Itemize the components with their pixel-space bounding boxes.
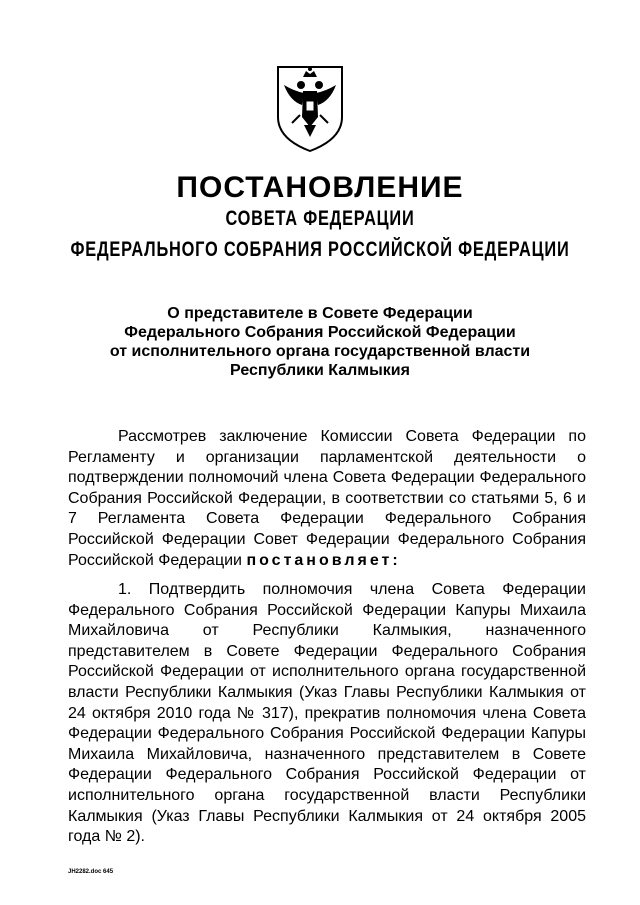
- item-1-paragraph: 1. Подтвердить полномочия члена Совета Федерации Федерального Собрания Российской Федерации Капуры Михаила Михайловича от Республики Калмыкия, назначенного представителем в Совете Федерации Федерального Собрания Российской Федерации от исполнительного органа государственной власти Республики Калмыкия (Указ Главы Республики Калмыкия от 24 октября 2010 года № 317), прекратив полномочия члена Совета Федерации Федерального Собрания Российской Федерации Капуры Михаила Михайловича, назначенного представителем в Совете Федерации Федерального Собрания Российской Федерации от исполнительного органа государственной власти Республики Калмыкия (Указ Главы Республики Калмыкия от 24 октября 2005 года № 2).: [68, 581, 586, 846]
- document-subject: [0, 304, 640, 380]
- subject-line: Республики Калмыкия: [230, 362, 410, 379]
- subject-line: от исполнительного органа государственной власти: [109, 343, 531, 360]
- footer-code: JH2282.doc 645: [68, 869, 114, 875]
- russian-coat-of-arms-icon: [270, 55, 350, 155]
- preamble-text: Рассмотрев заключение Комиссии Совета Федерации по Регламенту и организации парламентской деятельности о подтверждении полномочий члена Совета Федерации Федерального Собрания Российской Федерации, в соответствии со статьями 5, 6 и 7 Регламента Совета Федерации Федерального Собрания Российской Федерации Совет Федерации Федерального Собрания Российской Федерации: [68, 428, 586, 569]
- subject-line: О представителе в Совете Федерации: [167, 305, 473, 322]
- subject-line: Федерального Собрания Российской Федерации: [124, 324, 516, 341]
- document-title: ПОСТАНОВЛЕНИЕ: [176, 171, 464, 204]
- decree-word: постановляет:: [246, 551, 401, 569]
- issuer-line-2: ФЕДЕРАЛЬНОГО СОБРАНИЯ РОССИЙСКОЙ ФЕДЕРАЦИИ: [70, 238, 570, 261]
- preamble-paragraph: [68, 427, 586, 571]
- issuer-line-1: СОВЕТА ФЕДЕРАЦИИ: [225, 207, 415, 230]
